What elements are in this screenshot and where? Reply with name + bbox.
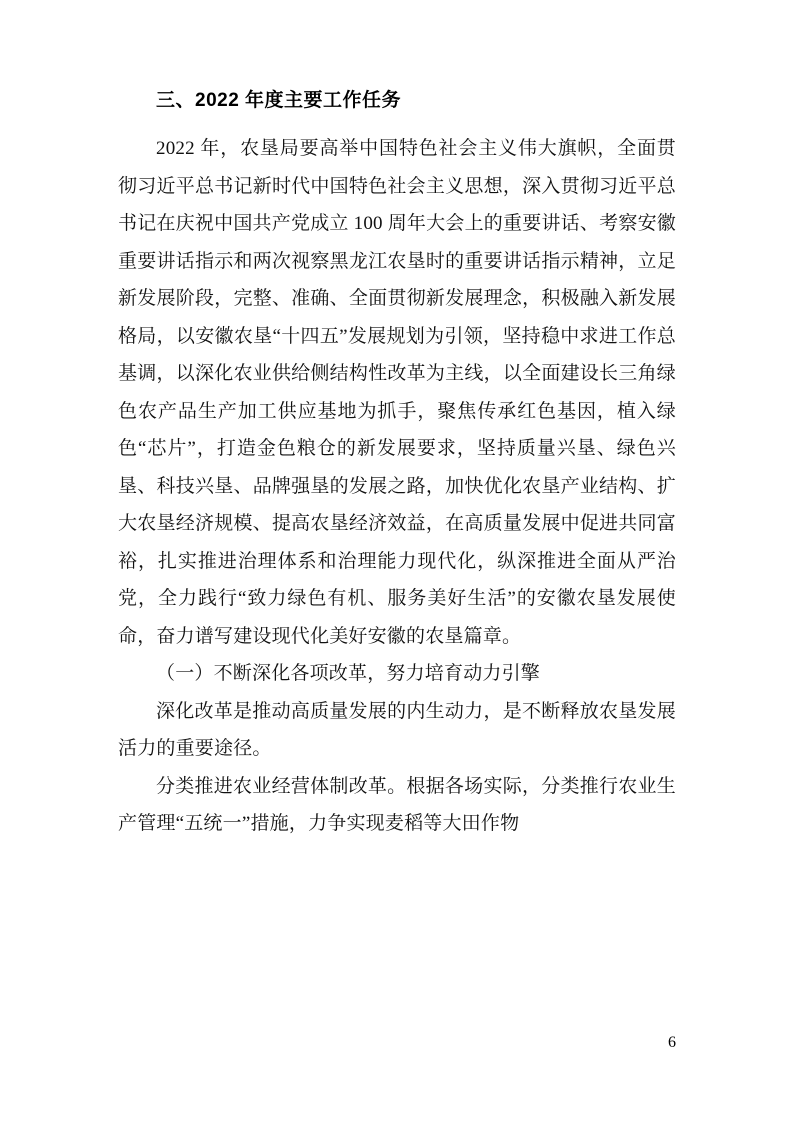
paragraph-1: 2022 年，农垦局要高举中国特色社会主义伟大旗帜，全面贯彻习近平总书记新时代中国特色社会主义思想，深入贯彻习近平总书记在庆祝中国共产党成立 100 周年大会上的重要讲话、考察安徽重要讲话指示和两次视察黑龙江农垦时的重要讲话指示精神，立足新发展阶段，完整、准确、全面贯彻新发展理念，积极融入新发展格局，以安徽农垦“十四五”发展规划为引领，坚持稳中求进工作总基调，以深化农业供给侧结构性改革为主线，以全面建设长三角绿色农产品生产加工供应基地为抓手，聚焦传承红色基因，植入绿色“芯片”，打造金色粮仓的新发展要求，坚持质量兴垦、绿色兴垦、科技兴垦、品牌强垦的发展之路，加快优化农垦产业结构、扩大农垦经济规模、提高农垦经济效益，在高质量发展中促进共同富裕，扎实推进治理体系和治理能力现代化，纵深推进全面从严治党，全力践行“致力绿色有机、服务美好生活”的安徽农垦发展使命，奋力谱写建设现代化美好安徽的农垦篇章。 [118, 138, 676, 647]
section-heading: 三、2022 年度主要工作任务 [156, 90, 402, 111]
paragraph-3: 深化改革是推动高质量发展的内生动力，是不断释放农垦发展活力的重要途径。 [118, 700, 676, 759]
document-body [118, 86, 676, 843]
page-number: 6 [668, 1034, 676, 1051]
paragraph-4: 分类推进农业经营体制改革。根据各场实际，分类推行农业生产管理“五统一”措施，力争实现麦稻等大田作物 [118, 775, 676, 834]
paragraph-2: （一）不断深化各项改革，努力培育动力引擎 [156, 663, 541, 684]
